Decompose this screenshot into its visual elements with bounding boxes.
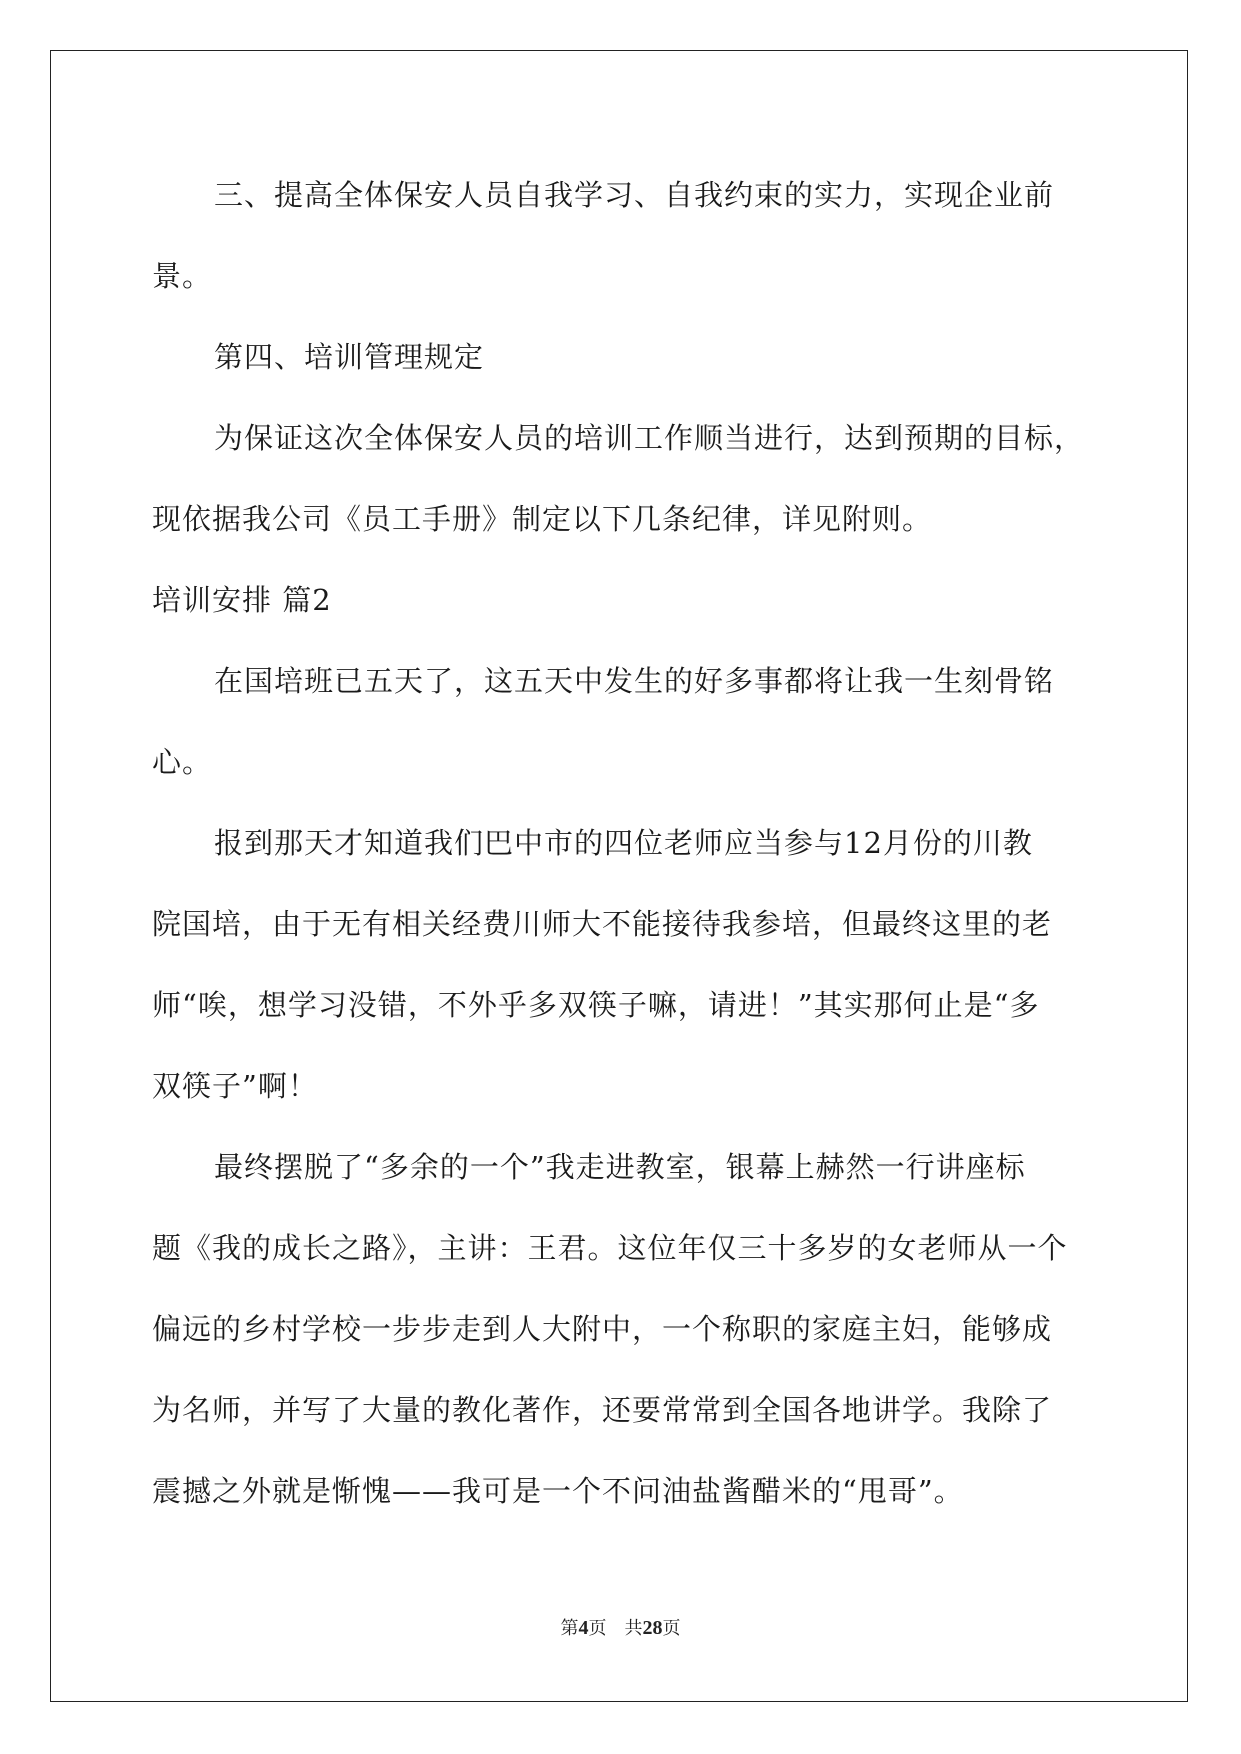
footer-total-suffix: 页 bbox=[662, 1618, 681, 1639]
paragraph-line: 题《我的成长之路》，主讲：王君。这位年仅三十多岁的女老师从一个 bbox=[152, 1231, 1068, 1265]
total-pages: 28 bbox=[642, 1617, 663, 1639]
paragraph-line: 现依据我公司《员工手册》制定以下几条纪律，详见附则。 bbox=[152, 502, 933, 536]
document-body bbox=[152, 155, 1092, 1532]
footer-prefix: 第 bbox=[560, 1618, 579, 1639]
paragraph-line: 院国培，由于无有相关经费川师大不能接待我参培，但最终这里的老 bbox=[152, 907, 1053, 941]
section-heading: 第四、培训管理规定 bbox=[214, 340, 485, 374]
paragraph-line: 双筷子”啊！ bbox=[152, 1069, 318, 1103]
paragraph-line: 在国培班已五天了，这五天中发生的好多事都将让我一生刻骨铭 bbox=[214, 664, 1055, 698]
footer-total-prefix: 共 bbox=[624, 1618, 643, 1639]
paragraph-line: 景。 bbox=[152, 259, 213, 293]
paragraph-line: 震撼之外就是惭愧——我可是一个不问油盐酱醋米的“甩哥”。 bbox=[152, 1474, 964, 1508]
paragraph-line: 偏远的乡村学校一步步走到人大附中，一个称职的家庭主妇，能够成 bbox=[152, 1312, 1053, 1346]
paragraph-line: 师“唉，想学习没错，不外乎多双筷子嘛，请进！”其实那何止是“多 bbox=[152, 988, 1040, 1022]
page-footer bbox=[0, 1614, 1241, 1640]
paragraph-line: 心。 bbox=[152, 745, 213, 779]
paragraph-line: 报到那天才知道我们巴中市的四位老师应当参与12月份的川教 bbox=[214, 826, 1033, 860]
article-heading: 培训安排 篇2 bbox=[152, 583, 332, 617]
paragraph-line: 最终摆脱了“多余的一个”我走进教室，银幕上赫然一行讲座标 bbox=[214, 1150, 1026, 1184]
paragraph-line: 三、提高全体保安人员自我学习、自我约束的实力，实现企业前 bbox=[214, 178, 1055, 212]
paragraph-line: 为名师，并写了大量的教化著作，还要常常到全国各地讲学。我除了 bbox=[152, 1393, 1053, 1427]
paragraph-line: 为保证这次全体保安人员的培训工作顺当进行，达到预期的目标， bbox=[214, 421, 1085, 455]
footer-page-suffix: 页 bbox=[588, 1618, 607, 1639]
page-number: 4 bbox=[578, 1617, 589, 1639]
